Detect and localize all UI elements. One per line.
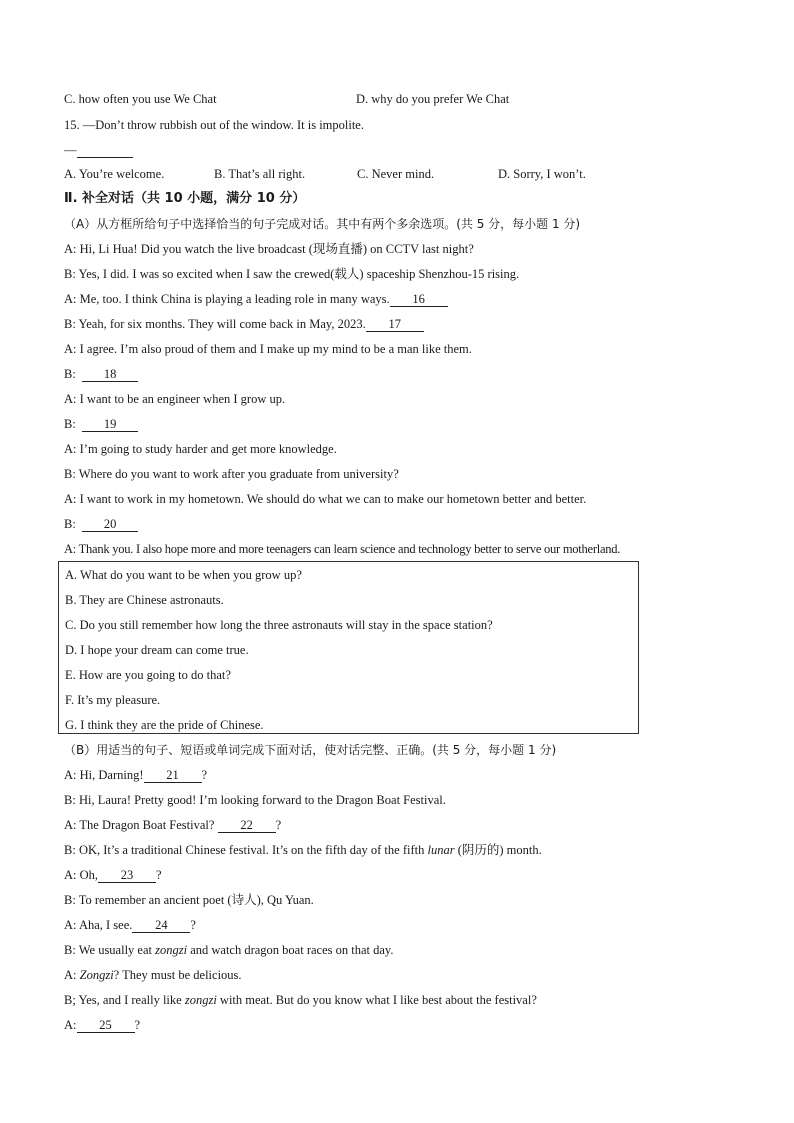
- line-text: Hi, Li Hua! Did you watch the live broadcast (现场直播) on CCTV last night?: [79, 242, 474, 256]
- speaker: A:: [64, 1018, 77, 1032]
- box-option-c: C. Do you still remember how long the three astronauts will stay in the space station?: [65, 618, 493, 632]
- q15-prompt: 15. —Don’t throw rubbish out of the window. It is impolite.: [64, 118, 364, 132]
- answer-blank-22: 22: [218, 818, 276, 833]
- dialog-a-line-7: [64, 391, 285, 407]
- speaker: B:: [64, 943, 76, 957]
- dialog-a-line-8: [64, 416, 138, 432]
- dialog-b-line-5: [64, 867, 162, 883]
- line-text: To remember an ancient poet (诗人), Qu Yuan.: [78, 893, 314, 907]
- speaker: B:: [64, 893, 76, 907]
- dialog-a-line-13: [64, 541, 620, 557]
- line-end: ?: [275, 818, 282, 832]
- dialog-b-line-9: [64, 967, 242, 983]
- dialog-b-line-3: [64, 817, 281, 833]
- reply-dash: —: [64, 143, 77, 157]
- answer-blank-17: 17: [366, 317, 424, 332]
- line-text: OK, It’s a traditional Chinese festival. It’s on the fifth day of the fifth: [78, 843, 425, 857]
- answer-blank-16: 16: [390, 292, 448, 307]
- q15-option-b: B. That’s all right.: [214, 167, 306, 181]
- part-a-instruction: （A）从方框所给句子中选择恰当的句子完成对话。其中有两个多余选项。(共 5 分，每小题 1 分): [64, 217, 581, 231]
- box-option-a: A. What do you want to be when you grow up?: [65, 568, 302, 582]
- italic-word: lunar: [427, 843, 455, 857]
- answer-blank-20: 20: [82, 517, 138, 532]
- speaker: A:: [64, 492, 77, 506]
- dialog-b-line-1: [64, 767, 207, 783]
- line-text: Where do you want to work after you graduate from university?: [78, 467, 399, 481]
- dialog-b-line-11: [64, 1017, 140, 1033]
- speaker: A:: [64, 242, 77, 256]
- speaker: A:: [64, 818, 77, 832]
- box-option-d: D. I hope your dream can come true.: [65, 643, 249, 657]
- line-end: ?: [190, 918, 196, 932]
- dialog-b-line-7: [64, 917, 196, 933]
- speaker: A:: [64, 442, 77, 456]
- speaker: A:: [64, 868, 77, 882]
- line-text: I’m going to study harder and get more knowledge.: [79, 442, 337, 456]
- answer-blank-19: 19: [82, 417, 138, 432]
- dialog-a-line-11: [64, 491, 586, 507]
- line-text: We usually eat: [78, 943, 152, 957]
- speaker: B;: [64, 993, 76, 1007]
- speaker: A:: [64, 292, 77, 306]
- speaker: B:: [64, 417, 76, 431]
- answer-blank-21: 21: [144, 768, 202, 783]
- line-end: ? They must be delicious.: [113, 968, 242, 982]
- speaker: A:: [64, 392, 77, 406]
- box-option-g: G. I think they are the pride of Chinese.: [65, 718, 264, 732]
- speaker: A:: [64, 342, 77, 356]
- line-text: Hi, Laura! Pretty good! I’m looking forward to the Dragon Boat Festival.: [78, 793, 446, 807]
- line-text: Yes, and I really like: [78, 993, 182, 1007]
- dialog-b-line-6: [64, 892, 314, 908]
- q15-option-d: D. Sorry, I won’t.: [498, 167, 586, 181]
- q15-reply: [64, 142, 133, 158]
- dialog-a-line-4: [64, 316, 424, 332]
- answer-blank-23: 23: [98, 868, 156, 883]
- line-text: Hi, Darning!: [79, 768, 144, 782]
- box-option-b: B. They are Chinese astronauts.: [65, 593, 224, 607]
- speaker: A:: [64, 768, 77, 782]
- dialog-a-line-9: [64, 441, 337, 457]
- dialog-b-line-10: [64, 992, 537, 1008]
- italic-word: zongzi: [155, 943, 188, 957]
- speaker: B:: [64, 467, 76, 481]
- line-text: Me, too. I think China is playing a leading role in many ways.: [79, 292, 390, 306]
- line-end: ?: [156, 868, 162, 882]
- q15-option-c: C. Never mind.: [357, 167, 435, 181]
- dialog-a-line-10: [64, 466, 399, 482]
- answer-blank-24: 24: [132, 918, 190, 933]
- line-end: (阴历的) month.: [457, 843, 542, 857]
- line-text: I want to work in my hometown. We should do what we can to make our hometown better and better.: [79, 492, 587, 506]
- dialog-a-line-1: [64, 241, 474, 257]
- q15-option-a: A. You’re welcome.: [64, 167, 165, 181]
- line-end: with meat. But do you know what I like best about the festival?: [219, 993, 537, 1007]
- speaker: A:: [64, 968, 77, 982]
- line-end: and watch dragon boat races on that day.: [190, 943, 394, 957]
- line-text: Thank you. I also hope more and more teenagers can learn science and technology better to serve our motherland.: [78, 542, 621, 556]
- speaker: A:: [64, 542, 76, 556]
- speaker: B:: [64, 843, 76, 857]
- line-text: I want to be an engineer when I grow up.: [79, 392, 286, 406]
- answer-blank-18: 18: [82, 367, 138, 382]
- dialog-b-line-8: [64, 942, 393, 958]
- dialog-a-line-3: [64, 291, 448, 307]
- speaker: B:: [64, 317, 76, 331]
- dialog-a-line-2: [64, 266, 519, 282]
- box-option-e: E. How are you going to do that?: [65, 668, 231, 682]
- q15-answer-blank: [77, 143, 133, 158]
- q14-option-d: D. why do you prefer We Chat: [356, 92, 510, 106]
- options-box: [58, 561, 639, 734]
- speaker: A:: [64, 918, 77, 932]
- dialog-a-line-12: [64, 516, 138, 532]
- speaker: B:: [64, 517, 76, 531]
- dialog-a-line-5: [64, 341, 472, 357]
- italic-word: zongzi: [184, 993, 217, 1007]
- speaker: B:: [64, 793, 76, 807]
- answer-blank-25: 25: [77, 1018, 135, 1033]
- part-b-instruction: （B）用适当的句子、短语或单词完成下面对话，使对话完整、正确。(共 5 分，每小题 1 分): [64, 743, 557, 757]
- speaker: B:: [64, 267, 76, 281]
- italic-word: Zongzi: [79, 968, 114, 982]
- line-text: Oh,: [79, 868, 99, 882]
- q14-option-c: C. how often you use We Chat: [64, 92, 217, 106]
- line-end: ?: [201, 768, 208, 782]
- line-text: Yes, I did. I was so excited when I saw the crewed(载人) spaceship Shenzhou-15 rising.: [78, 267, 520, 281]
- dialog-b-line-4: [64, 842, 542, 858]
- box-option-f: F. It’s my pleasure.: [65, 693, 161, 707]
- section-2-title: Ⅱ. 补全对话（共 10 小题，满分 10 分）: [64, 191, 306, 206]
- dialog-a-line-6: [64, 366, 138, 382]
- line-end: ?: [134, 1018, 141, 1032]
- line-text: I agree. I’m also proud of them and I make up my mind to be a man like them.: [79, 342, 472, 356]
- speaker: B:: [64, 367, 76, 381]
- line-text: Yeah, for six months. They will come back in May, 2023.: [78, 317, 366, 331]
- line-text: The Dragon Boat Festival?: [79, 818, 215, 832]
- line-text: Aha, I see.: [78, 918, 133, 932]
- dialog-b-line-2: [64, 792, 446, 808]
